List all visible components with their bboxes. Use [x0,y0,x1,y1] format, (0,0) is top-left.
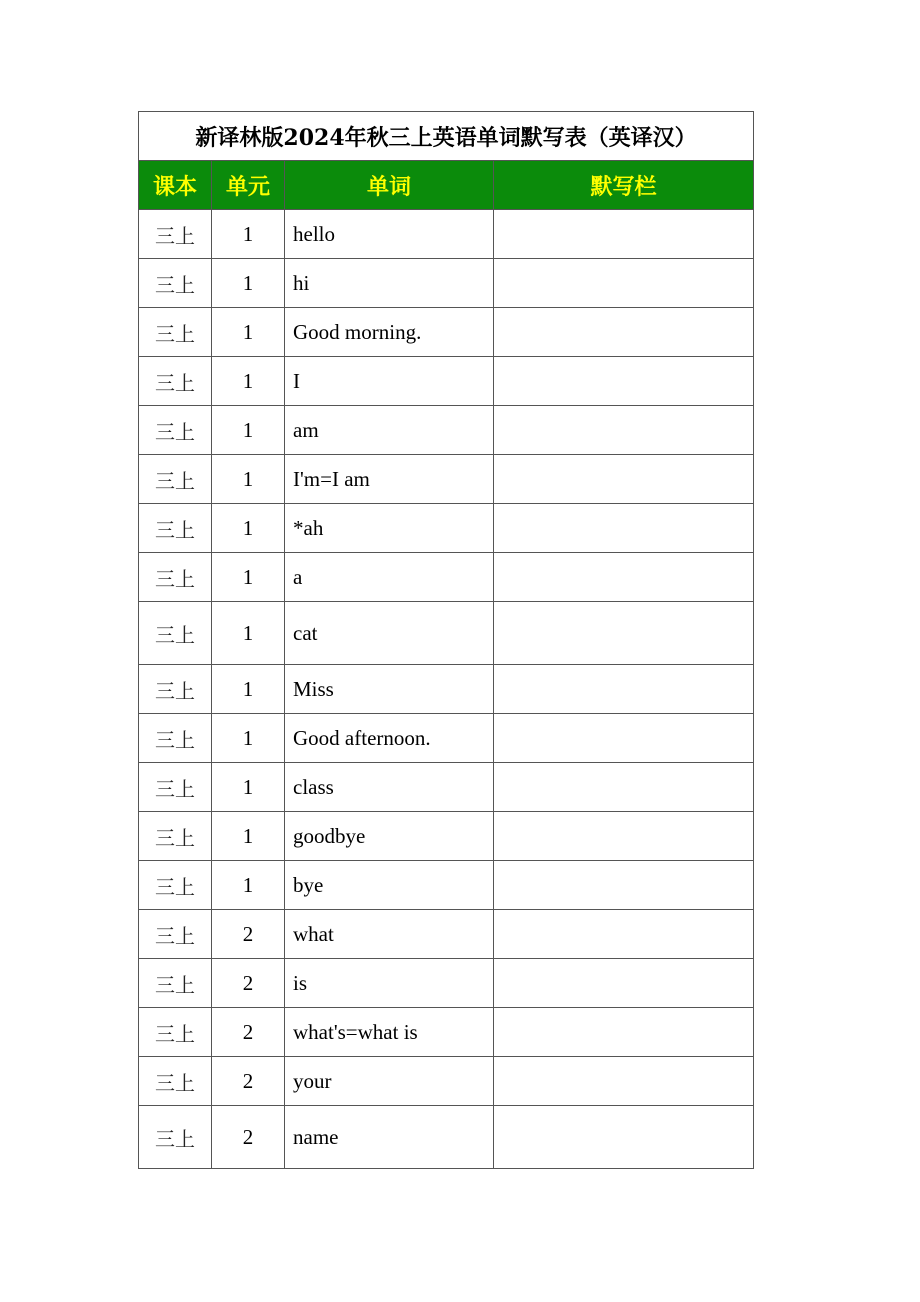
cell-dictation-blank[interactable] [494,861,754,910]
cell-book: 三上 [139,308,212,357]
cell-dictation-blank[interactable] [494,812,754,861]
table-row [139,959,754,1008]
column-header-word: 单词 [285,161,494,210]
table-row [139,210,754,259]
cell-word: Good morning. [285,308,494,357]
table-row [139,553,754,602]
cell-dictation-blank[interactable] [494,602,754,665]
vocabulary-table [138,111,754,1169]
cell-book: 三上 [139,406,212,455]
cell-unit: 1 [212,665,285,714]
cell-unit: 1 [212,812,285,861]
cell-book: 三上 [139,714,212,763]
cell-dictation-blank[interactable] [494,714,754,763]
cell-unit: 1 [212,455,285,504]
cell-dictation-blank[interactable] [494,959,754,1008]
cell-dictation-blank[interactable] [494,553,754,602]
table-row [139,665,754,714]
cell-book: 三上 [139,763,212,812]
cell-book: 三上 [139,665,212,714]
table-row [139,1106,754,1169]
cell-unit: 2 [212,1106,285,1169]
cell-word: class [285,763,494,812]
table-row [139,602,754,665]
cell-word: hello [285,210,494,259]
cell-unit: 1 [212,308,285,357]
cell-word: am [285,406,494,455]
cell-word: Miss [285,665,494,714]
cell-word: *ah [285,504,494,553]
table-row [139,763,754,812]
cell-book: 三上 [139,357,212,406]
cell-unit: 1 [212,553,285,602]
cell-unit: 1 [212,763,285,812]
cell-word: goodbye [285,812,494,861]
column-header-dictation: 默写栏 [494,161,754,210]
cell-dictation-blank[interactable] [494,910,754,959]
cell-book: 三上 [139,259,212,308]
cell-dictation-blank[interactable] [494,1008,754,1057]
table-row [139,812,754,861]
column-header-book: 课本 [139,161,212,210]
cell-unit: 1 [212,602,285,665]
cell-unit: 1 [212,357,285,406]
table-row [139,1057,754,1106]
cell-unit: 1 [212,714,285,763]
cell-unit: 1 [212,504,285,553]
cell-unit: 1 [212,259,285,308]
cell-book: 三上 [139,602,212,665]
cell-book: 三上 [139,959,212,1008]
cell-word: Good afternoon. [285,714,494,763]
cell-dictation-blank[interactable] [494,308,754,357]
table-row [139,1008,754,1057]
table-row [139,308,754,357]
cell-book: 三上 [139,504,212,553]
cell-book: 三上 [139,1057,212,1106]
cell-unit: 1 [212,861,285,910]
column-header-row [139,161,754,210]
cell-word: what's=what is [285,1008,494,1057]
cell-dictation-blank[interactable] [494,665,754,714]
cell-book: 三上 [139,910,212,959]
table-row [139,910,754,959]
cell-book: 三上 [139,210,212,259]
cell-book: 三上 [139,553,212,602]
cell-dictation-blank[interactable] [494,455,754,504]
table-title: 新译林版2024年秋三上英语单词默写表（英译汉） [139,112,754,161]
cell-dictation-blank[interactable] [494,259,754,308]
table-row [139,357,754,406]
cell-dictation-blank[interactable] [494,1106,754,1169]
cell-word: name [285,1106,494,1169]
cell-dictation-blank[interactable] [494,763,754,812]
cell-dictation-blank[interactable] [494,1057,754,1106]
cell-unit: 1 [212,210,285,259]
cell-book: 三上 [139,861,212,910]
cell-word: a [285,553,494,602]
cell-unit: 1 [212,406,285,455]
cell-word: I'm=I am [285,455,494,504]
table-row [139,861,754,910]
cell-book: 三上 [139,812,212,861]
cell-word: what [285,910,494,959]
cell-word: I [285,357,494,406]
cell-dictation-blank[interactable] [494,504,754,553]
table-row [139,406,754,455]
cell-word: cat [285,602,494,665]
cell-word: hi [285,259,494,308]
cell-word: bye [285,861,494,910]
cell-unit: 2 [212,1008,285,1057]
column-header-unit: 单元 [212,161,285,210]
cell-unit: 2 [212,910,285,959]
cell-book: 三上 [139,455,212,504]
table-row [139,504,754,553]
table-row [139,259,754,308]
cell-book: 三上 [139,1106,212,1169]
cell-dictation-blank[interactable] [494,406,754,455]
cell-book: 三上 [139,1008,212,1057]
table-row [139,714,754,763]
cell-word: your [285,1057,494,1106]
cell-dictation-blank[interactable] [494,210,754,259]
cell-dictation-blank[interactable] [494,357,754,406]
cell-word: is [285,959,494,1008]
cell-unit: 2 [212,1057,285,1106]
table-row [139,455,754,504]
cell-unit: 2 [212,959,285,1008]
dictation-sheet [138,111,753,1169]
